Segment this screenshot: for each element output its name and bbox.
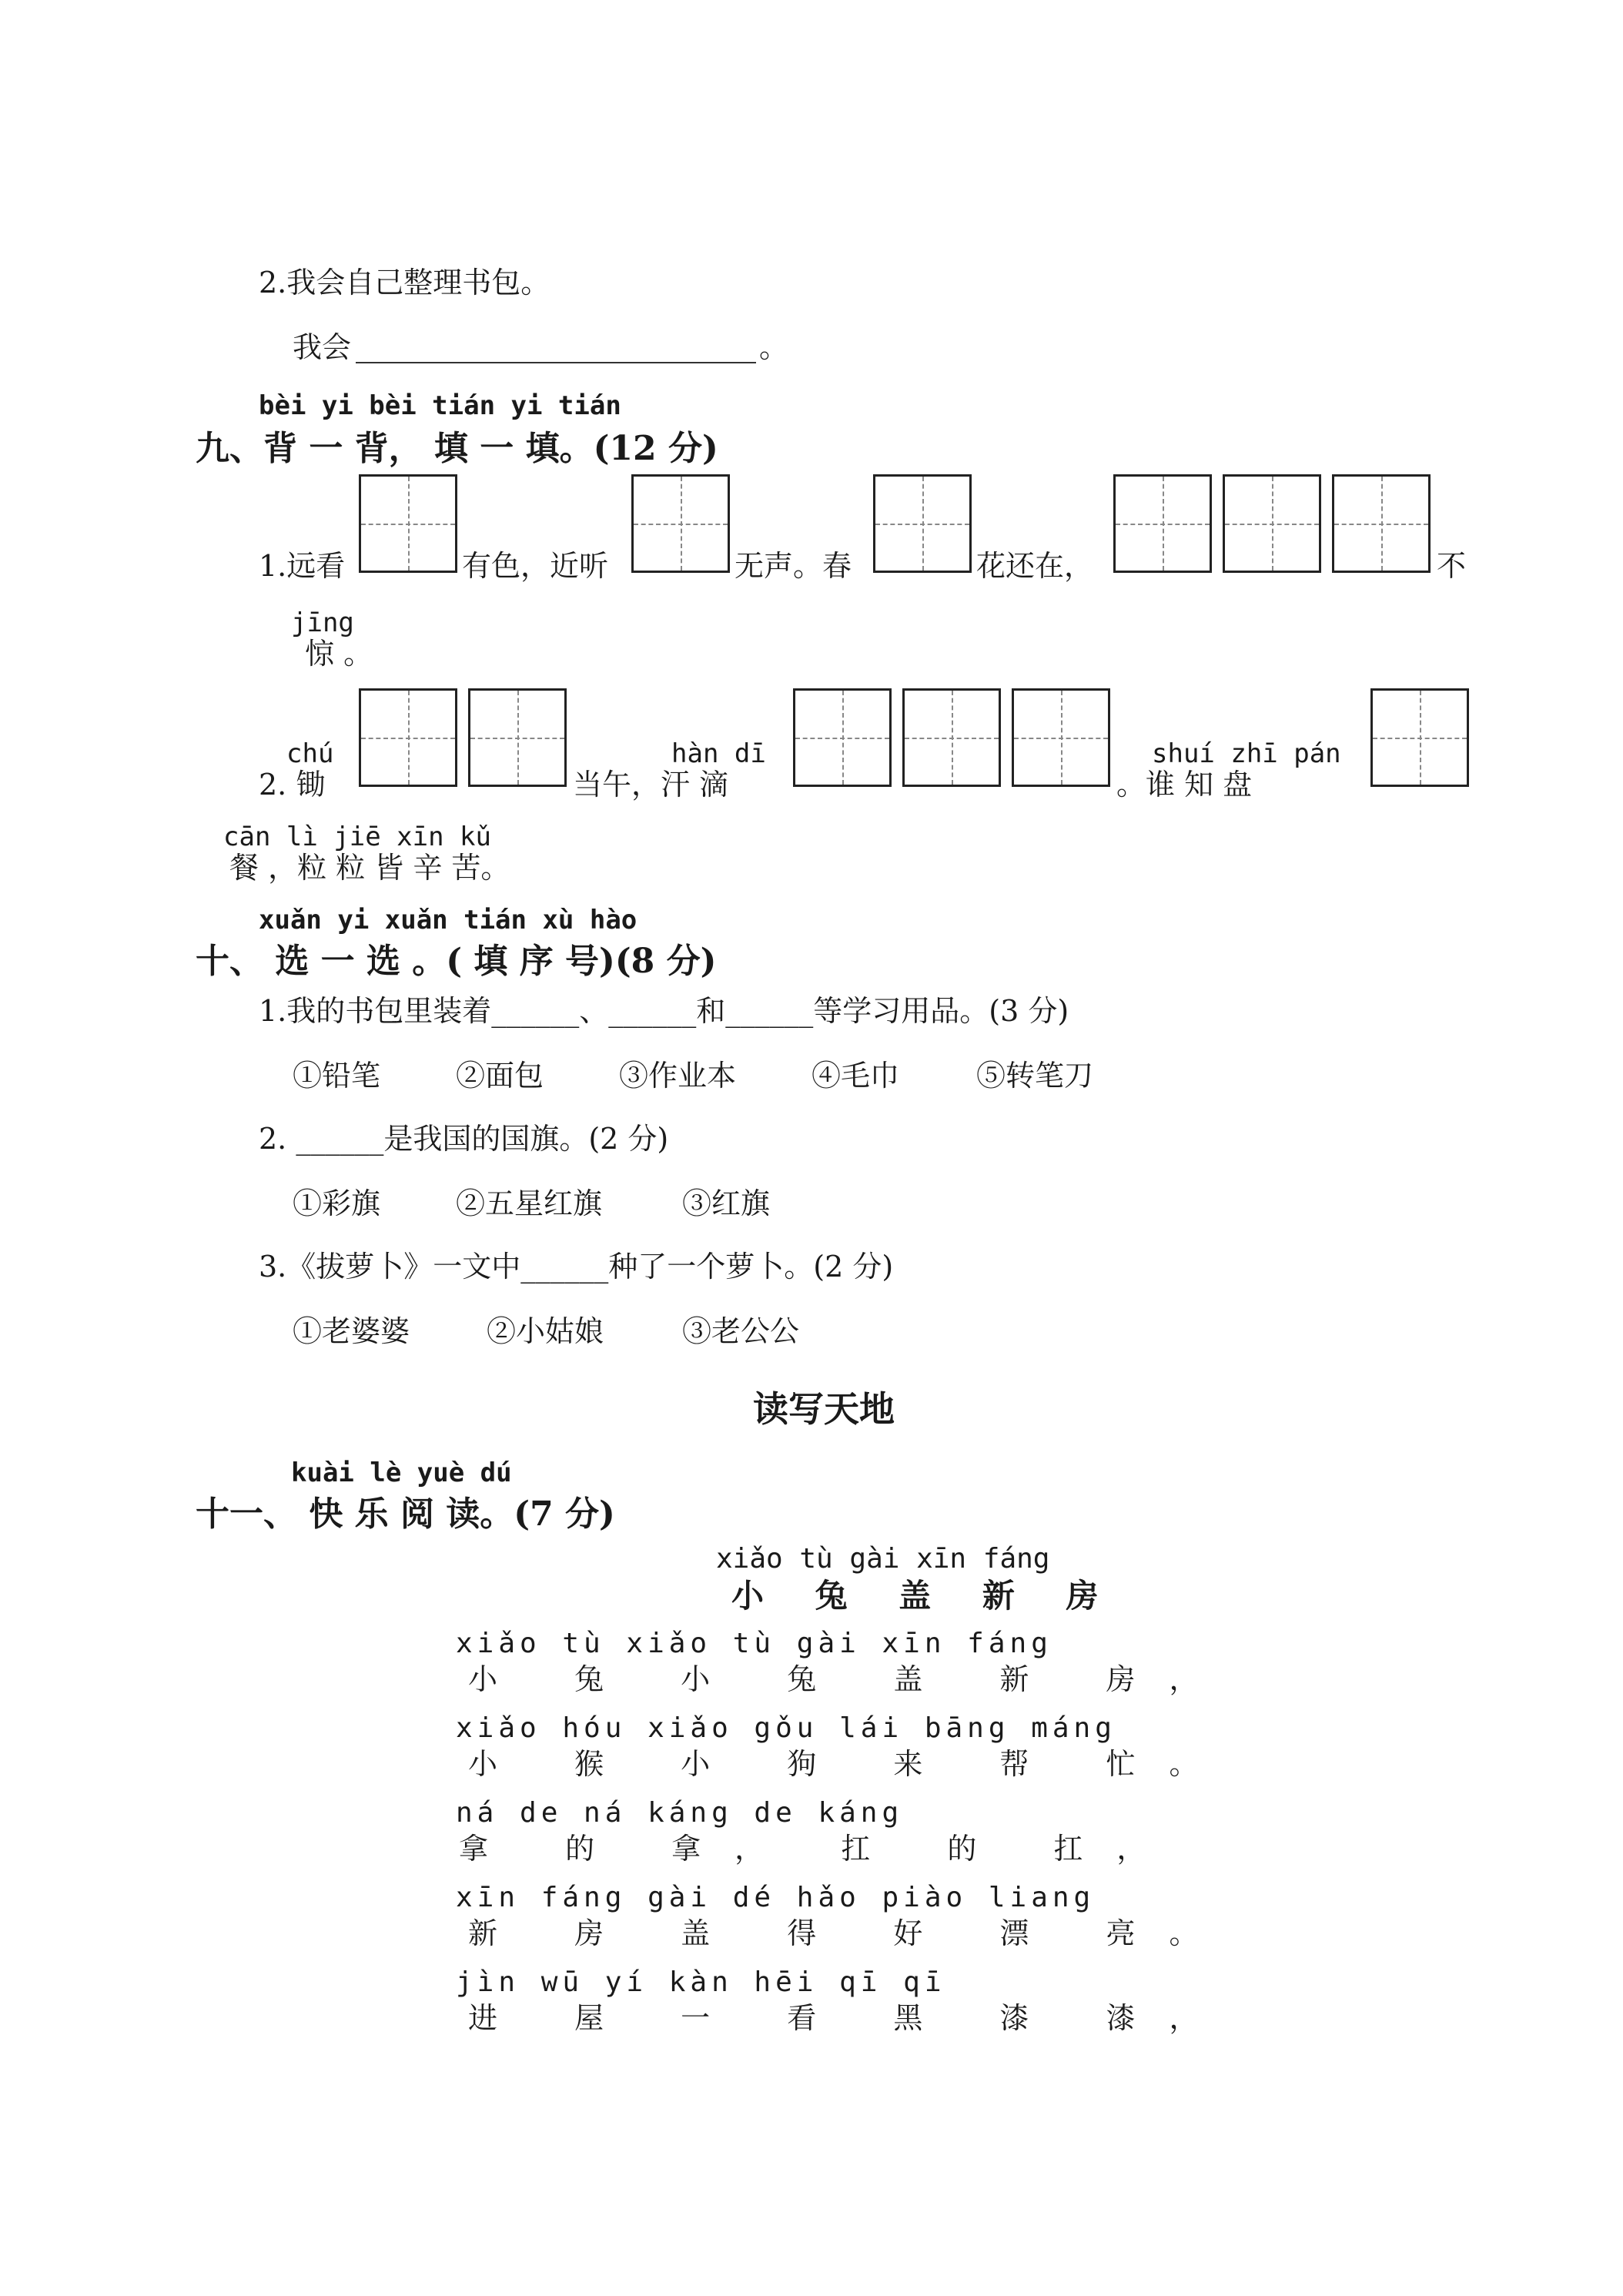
s9-l1-box-3[interactable] xyxy=(873,474,972,573)
s9-l1-box-6[interactable] xyxy=(1332,474,1431,573)
s9-line1-c: 无声。春 xyxy=(735,549,852,583)
s9-line3-cn: 餐 ，粒 粒 皆 辛 苦。 xyxy=(229,851,510,885)
section-heading: 读写天地 xyxy=(753,1388,895,1430)
s10-q2-opt-2[interactable]: ②五星红旗 xyxy=(456,1186,603,1220)
s10-q2: 2. ______是我国的国旗。(2 分) xyxy=(259,1122,669,1156)
s9-shui-pinyin: shuí zhī pán xyxy=(1152,738,1341,769)
poem-line-1: 小 兔 小 兔 盖 新 房， xyxy=(468,1662,1233,1696)
s8-q2-text: 2.我会自己整理书包。 xyxy=(259,266,550,300)
poem-title: 小 兔 盖 新 房 xyxy=(731,1577,1119,1615)
s8-q2-answer-suffix: 。 xyxy=(759,330,789,364)
s10-q1-opt-1[interactable]: ①铅笔 xyxy=(293,1059,381,1093)
s10-q3: 3.《拔萝卜》一文中______种了一个萝卜。(2 分) xyxy=(259,1250,894,1284)
poem-line-3: 拿 的 拿， 扛 的 扛， xyxy=(459,1832,1180,1866)
s9-l2-box-5[interactable] xyxy=(1012,688,1110,787)
s9-l1-box-1[interactable] xyxy=(359,474,457,573)
s8-q2-answer-prefix: 我会 xyxy=(293,330,352,364)
poem-title-pinyin: xiǎo tù gài xīn fáng xyxy=(716,1543,1050,1575)
s10-q1-opt-5[interactable]: ⑤转笔刀 xyxy=(976,1059,1094,1093)
s10-q1: 1.我的书包里装着______、______和______等学习用品。(3 分) xyxy=(259,994,1069,1028)
s10-title: 十、 选 一 选 。( 填 序 号)(8 分) xyxy=(196,942,717,981)
poem-line-4: 新 房 盖 得 好 漂 亮。 xyxy=(468,1916,1233,1950)
s10-pinyin: xuǎn yi xuǎn tián xù hào xyxy=(259,905,637,935)
s11-pinyin: kuài lè yuè dú xyxy=(291,1458,512,1488)
s9-line1-d: 花还在， xyxy=(976,549,1094,583)
poem-line-2-pinyin: xiǎo hóu xiǎo gǒu lái bāng máng xyxy=(456,1712,1116,1744)
poem-line-5: 进 屋 一 看 黑 漆 漆， xyxy=(468,2001,1233,2035)
s9-l2-box-6[interactable] xyxy=(1370,688,1469,787)
poem-line-1-pinyin: xiǎo tù xiǎo tù gài xīn fáng xyxy=(456,1628,1052,1659)
poem-line-5-pinyin: jìn wū yí kàn hēi qī qī xyxy=(456,1966,946,1998)
s9-l2-box-4[interactable] xyxy=(902,688,1001,787)
s10-q1-opt-3[interactable]: ③作业本 xyxy=(619,1059,737,1093)
s9-handi-pinyin: hàn dī xyxy=(671,738,766,769)
s10-q2-opt-3[interactable]: ③红旗 xyxy=(682,1186,771,1220)
s10-q3-opt-2[interactable]: ②小姑娘 xyxy=(487,1314,604,1348)
poem-line-4-pinyin: xīn fáng gài dé hǎo piào liang xyxy=(456,1882,1096,1913)
s9-l2-box-2[interactable] xyxy=(468,688,567,787)
s9-line3-pinyin: cān lì jiē xīn kǔ xyxy=(223,822,491,852)
s9-pinyin: bèi yi bèi tián yi tián xyxy=(259,390,621,421)
s9-l2-box-3[interactable] xyxy=(793,688,892,787)
s9-chu-pinyin: chú xyxy=(286,738,334,769)
s10-q3-opt-1[interactable]: ①老婆婆 xyxy=(293,1314,410,1348)
s9-line1-e: 不 xyxy=(1437,549,1467,583)
s10-q3-opt-3[interactable]: ③老公公 xyxy=(682,1314,800,1348)
s9-l1-box-4[interactable] xyxy=(1113,474,1212,573)
s9-line2-a: 2. 锄 xyxy=(259,768,326,802)
s10-q2-opt-1[interactable]: ①彩旗 xyxy=(293,1186,381,1220)
poem-line-3-pinyin: ná de ná káng de káng xyxy=(456,1797,904,1829)
s9-line2-c: 。谁 知 盘 xyxy=(1116,768,1253,802)
s9-jing-pinyin: jīng xyxy=(291,607,354,638)
s8-q2-answer-blank[interactable] xyxy=(356,362,756,363)
poem-line-2: 小 猴 小 狗 来 帮 忙。 xyxy=(468,1747,1233,1781)
s9-line1-b: 有色，近听 xyxy=(462,549,609,583)
s9-l1-box-5[interactable] xyxy=(1223,474,1321,573)
s9-line2-b: 当午，汗 滴 xyxy=(573,768,729,802)
s11-title: 十一、 快 乐 阅 读。(7 分) xyxy=(196,1494,615,1534)
s9-title: 九、背 一 背， 填 一 填。(12 分) xyxy=(196,429,718,468)
s10-q1-opt-2[interactable]: ②面包 xyxy=(456,1059,544,1093)
s9-jing-char: 惊 。 xyxy=(305,637,373,671)
s10-q1-opt-4[interactable]: ④毛巾 xyxy=(812,1059,900,1093)
s9-l2-box-1[interactable] xyxy=(359,688,457,787)
s9-line1-a: 1.远看 xyxy=(259,549,346,583)
s9-l1-box-2[interactable] xyxy=(631,474,730,573)
